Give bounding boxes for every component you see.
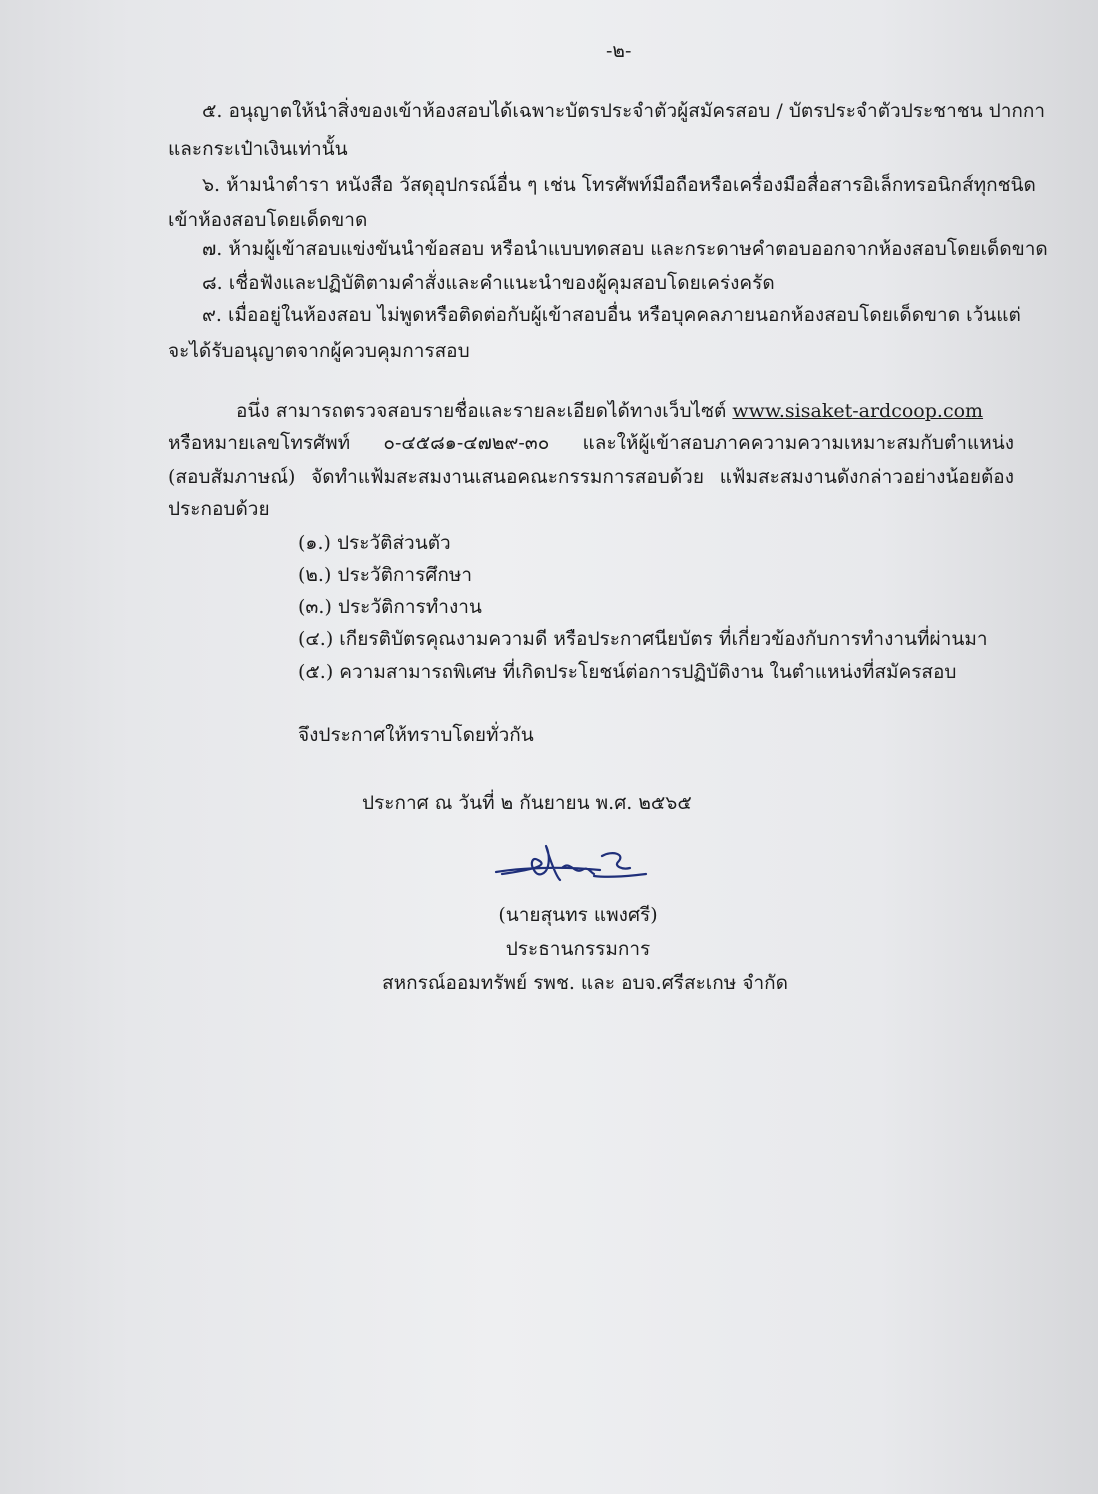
portfolio-item-5: (๕.) ความสามารถพิเศษ ที่เกิดประโยชน์ต่อการปฏิบัติงาน ในตำแหน่งที่สมัครสอบ	[298, 661, 957, 683]
portfolio-item-4: (๔.) เกียรติบัตรคุณงามความดี หรือประกาศนียบัตร ที่เกี่ยวข้องกับการทำงานที่ผ่านมา	[298, 628, 988, 650]
signature-image	[490, 840, 660, 890]
rule-7: ๗. ห้ามผู้เข้าสอบแข่งขันนำข้อสอบ หรือนำแบบทดสอบ และกระดาษคำตอบออกจากห้องสอบโดยเด็ดขาด	[202, 238, 1048, 260]
rule-5-line-2: และกระเป๋าเงินเท่านั้น	[168, 138, 348, 160]
notice-intro: อนึ่ง สามารถตรวจสอบรายชื่อและรายละเอียดได้ทางเว็บไซต์	[236, 400, 733, 422]
rule-9-line-2: จะได้รับอนุญาตจากผู้ควบคุมการสอบ	[168, 340, 470, 362]
rule-9-line-1: ๙. เมื่ออยู่ในห้องสอบ ไม่พูดหรือติดต่อกับผู้เข้าสอบอื่น หรือบุคคลภายนอกห้องสอบโดยเด็ดขาด เว้นแต่	[202, 304, 1021, 326]
rule-6-line-2: เข้าห้องสอบโดยเด็ดขาด	[168, 209, 368, 231]
announce-date: ประกาศ ณ วันที่ ๒ กันยายน พ.ศ. ๒๕๖๕	[362, 792, 692, 814]
page-number: -๒-	[606, 40, 632, 62]
signatory-organization: สหกรณ์ออมทรัพย์ รพช. และ อบจ.ศรีสะเกษ จำกัด	[382, 972, 788, 994]
portfolio-item-2: (๒.) ประวัติการศึกษา	[298, 564, 473, 586]
rule-8: ๘. เชื่อฟังและปฏิบัติตามคำสั่งและคำแนะนำของผู้คุมสอบโดยเคร่งครัด	[202, 272, 775, 294]
notice-line-3: (สอบสัมภาษณ์) จัดทำแฟ้มสะสมงานเสนอคณะกรรมการสอบด้วย แฟ้มสะสมงานดังกล่าวอย่างน้อยต้อง	[168, 466, 1014, 488]
portfolio-item-3: (๓.) ประวัติการทำงาน	[298, 596, 482, 618]
notice-line-4: ประกอบด้วย	[168, 498, 270, 520]
notice-line-1	[236, 398, 983, 424]
notice-line-2: หรือหมายเลขโทรศัพท์ ๐-๔๕๘๑-๔๗๒๙-๓๐ และให้ผู้เข้าสอบภาคความความเหมาะสมกับตำแหน่ง	[168, 432, 1014, 454]
rule-6-line-1: ๖. ห้ามนำตำรา หนังสือ วัสดุอุปกรณ์อื่น ๆ เช่น โทรศัพท์มือถือหรือเครื่องมือสื่อสารอิเล็กทรอนิกส์ทุกชนิด	[202, 174, 1036, 196]
rule-5-line-1: ๕. อนุญาตให้นำสิ่งของเข้าห้องสอบได้เฉพาะบัตรประจำตัวผู้สมัครสอบ / บัตรประจำตัวประชาชน ปากกา	[202, 100, 1046, 122]
website-link[interactable]: www.sisaket-ardcoop.com	[732, 400, 984, 422]
signatory-position: ประธานกรรมการ	[505, 938, 651, 960]
portfolio-item-1: (๑.) ประวัติส่วนตัว	[298, 532, 451, 554]
closing-statement: จึงประกาศให้ทราบโดยทั่วกัน	[298, 724, 534, 746]
signatory-name: (นายสุนทร แพงศรี)	[498, 904, 658, 926]
